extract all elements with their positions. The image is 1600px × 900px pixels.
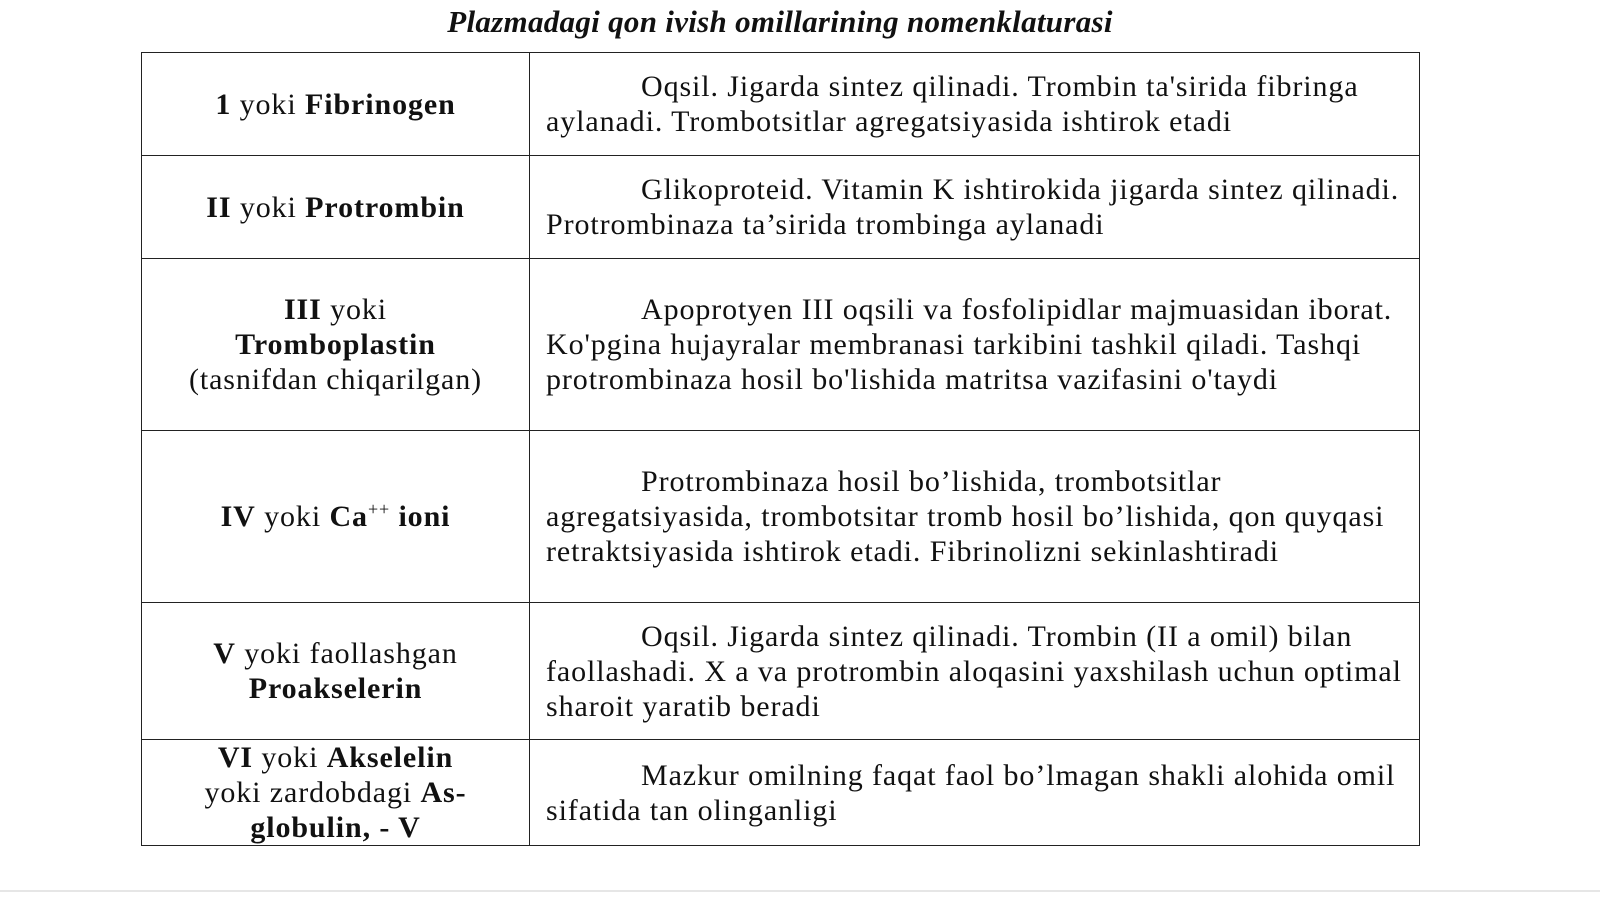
table-row: [142, 259, 1420, 431]
factor-superscript: ++: [367, 499, 391, 519]
factor-name-cell: [142, 259, 530, 431]
factor-name: Fibrinogen: [304, 87, 456, 121]
factor-description-cell: [530, 53, 1420, 156]
factor-connector: yoki: [231, 87, 305, 121]
factor-connector: yoki: [255, 500, 330, 533]
factor-name: Ca: [329, 500, 368, 533]
factor-description-cell: [530, 259, 1420, 431]
page-bottom-divider: [0, 890, 1600, 892]
table-row: [142, 603, 1420, 740]
factor-note: (tasnifdan chiqarilgan): [188, 363, 483, 396]
factor-name-cell: [142, 603, 530, 740]
factor-connector: yoki: [231, 190, 306, 224]
factor-name-secondary: As-globulin, - V: [250, 776, 467, 844]
factor-connector: yoki faollashgan: [235, 637, 458, 670]
factor-numeral: V: [213, 637, 236, 670]
factor-description-cell: [530, 156, 1420, 259]
factor-description-cell: [530, 603, 1420, 740]
table-row: [142, 740, 1420, 846]
table-row: [142, 156, 1420, 259]
factor-description: Mazkur omilning faqat faol bo’lmagan shakli alohida omil sifatida tan olinganligi: [546, 758, 1396, 827]
factor-numeral: II: [206, 190, 232, 224]
factor-numeral: VI: [217, 741, 253, 774]
factor-name-cell: [142, 740, 530, 846]
factor-description: Oqsil. Jigarda sintez qilinadi. Trombin (II a omil) bilan faollashadi. X a va protrombin aloqasini yaxshilash uchun optimal sharoit yaratib beradi: [546, 619, 1402, 723]
factor-numeral: IV: [220, 500, 256, 533]
factor-numeral: 1: [215, 87, 232, 121]
factor-name-cell: [142, 156, 530, 259]
factor-description-cell: [530, 740, 1420, 846]
factor-connector: yoki: [321, 293, 388, 326]
factor-description-cell: [530, 431, 1420, 603]
factor-name-cell: [142, 431, 530, 603]
factor-description: Apoprotyen III oqsili va fosfolipidlar majmuasidan iborat. Ko'pgina hujayralar membranasi tarkibini tashkil qiladi. Tashqi protrombinaza hosil bo'lishida matritsa vazifasini o'taydi: [546, 293, 1393, 396]
document-title: Plazmadagi qon ivish omillarining nomenklaturasi: [447, 4, 1113, 39]
factor-numeral: III: [283, 293, 322, 326]
table-row: [142, 431, 1420, 603]
factor-description: Protrombinaza hosil bo’lishida, trombotsitlar agregatsiyasida, trombotsitar tromb hosil bo’lishida, qon quyqasi retraktsiyasida ishtirok etadi. Fibrinolizni sekinlashtiradi: [546, 465, 1385, 568]
factor-connector-secondary: yoki zardobdagi: [204, 776, 421, 809]
factor-connector: yoki: [252, 741, 327, 774]
factor-description: Oqsil. Jigarda sintez qilinadi. Trombin ta'sirida fibringa aylanadi. Trombotsitlar agregatsiyasida ishtirok etadi: [546, 70, 1359, 138]
factor-suffix: ioni: [390, 500, 451, 533]
factor-name: Proakselerin: [248, 672, 423, 705]
coagulation-factors-table: [141, 52, 1420, 846]
table-row: [142, 53, 1420, 156]
factor-name: Tromboplastin: [235, 328, 436, 361]
factor-name: Akselelin: [326, 741, 454, 774]
factor-name-cell: [142, 53, 530, 156]
factor-name: Protrombin: [305, 190, 465, 224]
factor-description: Glikoproteid. Vitamin K ishtirokida jigarda sintez qilinadi. Protrombinaza ta’sirida trombinga aylanadi: [546, 173, 1400, 241]
